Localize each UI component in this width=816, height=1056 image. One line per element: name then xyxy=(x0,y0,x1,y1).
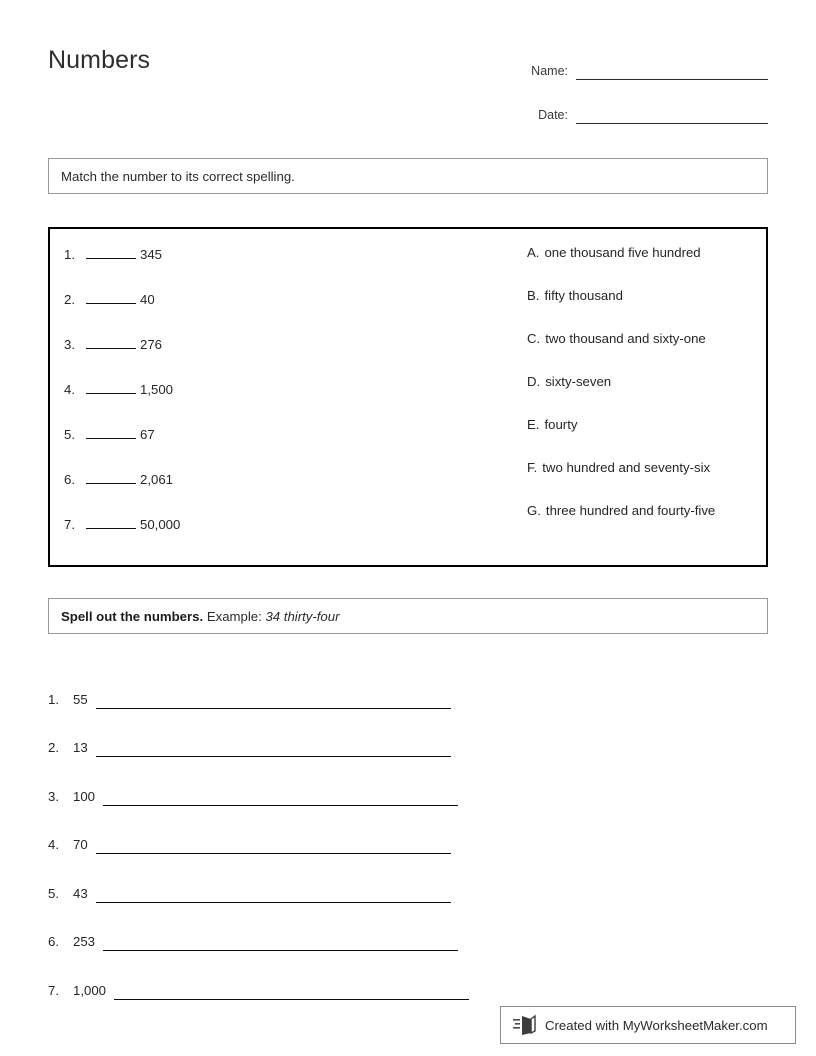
spell-out-list xyxy=(48,660,768,1000)
page-title: Numbers xyxy=(48,46,151,74)
spell-item-number: 55 xyxy=(73,691,88,707)
spell-answer-line[interactable] xyxy=(96,743,451,757)
spell-out-row xyxy=(48,854,768,903)
matching-row xyxy=(64,335,394,380)
spell-out-row xyxy=(48,709,768,758)
spell-item-number: 70 xyxy=(73,837,88,852)
matching-item-index: 7. xyxy=(64,517,75,532)
matching-answer-blank[interactable] xyxy=(86,290,136,304)
option-text: two thousand and sixty-one xyxy=(545,331,706,346)
instruction-text-spelling-example: 34 thirty-four xyxy=(265,608,340,624)
spell-answer-line[interactable] xyxy=(114,986,469,1000)
name-field-row xyxy=(418,50,768,80)
matching-answer-blank[interactable] xyxy=(86,245,136,259)
matching-answer-blank[interactable] xyxy=(86,335,136,349)
spell-out-row xyxy=(48,806,768,855)
spell-out-row xyxy=(48,951,768,1000)
matching-options-column xyxy=(527,245,762,546)
matching-item-index: 6. xyxy=(64,472,75,487)
spell-item-number: 253 xyxy=(73,934,96,949)
matching-row xyxy=(64,290,394,335)
option-text: two hundred and seventy-six xyxy=(542,460,711,475)
instruction-bar-matching xyxy=(48,158,768,194)
matching-answer-blank[interactable] xyxy=(86,515,136,529)
worksheet-header xyxy=(48,44,768,120)
matching-row xyxy=(64,470,394,515)
name-input-line[interactable] xyxy=(576,62,768,80)
spell-out-row xyxy=(48,757,768,806)
matching-item-value: 67 xyxy=(140,427,155,442)
matching-option[interactable] xyxy=(527,417,762,460)
matching-item-value: 345 xyxy=(140,247,163,262)
instruction-text-spelling-example-label: Example: xyxy=(203,608,266,624)
option-letter: G. xyxy=(527,503,541,518)
matching-item-index: 4. xyxy=(64,382,75,397)
matching-item-index: 1. xyxy=(64,247,75,262)
date-label: Date: xyxy=(538,108,568,122)
matching-row xyxy=(64,380,394,425)
matching-option[interactable] xyxy=(527,460,762,503)
matching-item-value: 40 xyxy=(140,292,155,307)
option-text: fifty thousand xyxy=(544,288,623,303)
matching-item-value: 276 xyxy=(140,337,163,352)
matching-item-index: 2. xyxy=(64,292,75,307)
matching-option[interactable] xyxy=(527,503,762,546)
matching-row xyxy=(64,245,394,290)
matching-answer-blank[interactable] xyxy=(86,470,136,484)
spell-item-index: 4. xyxy=(48,837,59,852)
spell-item-index: 2. xyxy=(48,740,59,755)
instruction-text-spelling-bold: Spell out the numbers. xyxy=(61,608,204,624)
worksheet-maker-logo-icon xyxy=(513,1013,539,1037)
matching-answer-blank[interactable] xyxy=(86,380,136,394)
matching-row xyxy=(64,515,394,560)
matching-item-value: 50,000 xyxy=(140,517,181,532)
date-field-row xyxy=(418,94,768,124)
matching-option[interactable] xyxy=(527,288,762,331)
created-with-badge[interactable] xyxy=(500,1006,796,1044)
option-letter: B. xyxy=(527,288,540,303)
option-letter: E. xyxy=(527,417,540,432)
matching-item-value: 2,061 xyxy=(140,472,174,487)
matching-exercise-box xyxy=(48,227,768,567)
spell-answer-line[interactable] xyxy=(96,695,451,709)
spell-item-number: 1,000 xyxy=(73,982,107,998)
spell-answer-line[interactable] xyxy=(96,889,451,903)
spell-item-number: 13 xyxy=(73,740,88,755)
spell-item-index: 5. xyxy=(48,885,59,901)
spell-answer-line[interactable] xyxy=(103,792,458,806)
spell-out-row xyxy=(48,903,768,952)
matching-row xyxy=(64,425,394,470)
matching-option[interactable] xyxy=(527,245,762,288)
spell-item-index: 1. xyxy=(48,691,59,707)
date-input-line[interactable] xyxy=(576,106,768,124)
matching-option[interactable] xyxy=(527,331,762,374)
student-meta-fields xyxy=(418,50,768,138)
option-text: one thousand five hundred xyxy=(544,245,701,260)
matching-answer-blank[interactable] xyxy=(86,425,136,439)
option-text: fourty xyxy=(544,417,578,432)
spell-item-index: 3. xyxy=(48,788,59,804)
spell-answer-line[interactable] xyxy=(96,840,451,854)
matching-item-value: 1,500 xyxy=(140,382,174,397)
spell-item-number: 100 xyxy=(73,788,96,804)
matching-item-index: 5. xyxy=(64,427,75,442)
option-letter: A. xyxy=(527,245,540,260)
option-letter: F. xyxy=(527,460,538,475)
option-letter: D. xyxy=(527,374,541,389)
instruction-text-matching: Match the number to its correct spelling. xyxy=(61,168,295,184)
spell-item-index: 7. xyxy=(48,982,59,998)
name-label: Name: xyxy=(531,64,568,78)
spell-item-number: 43 xyxy=(73,885,88,901)
option-letter: C. xyxy=(527,331,541,346)
spell-out-row xyxy=(48,660,768,709)
instruction-bar-spelling xyxy=(48,598,768,634)
spell-item-index: 6. xyxy=(48,934,59,949)
created-with-text: Created with MyWorksheetMaker.com xyxy=(545,1017,768,1033)
spell-answer-line[interactable] xyxy=(103,937,458,951)
matching-item-index: 3. xyxy=(64,337,75,352)
matching-option[interactable] xyxy=(527,374,762,417)
option-text: three hundred and fourty-five xyxy=(545,503,716,518)
matching-numbers-column xyxy=(64,245,394,560)
option-text: sixty-seven xyxy=(545,374,612,389)
